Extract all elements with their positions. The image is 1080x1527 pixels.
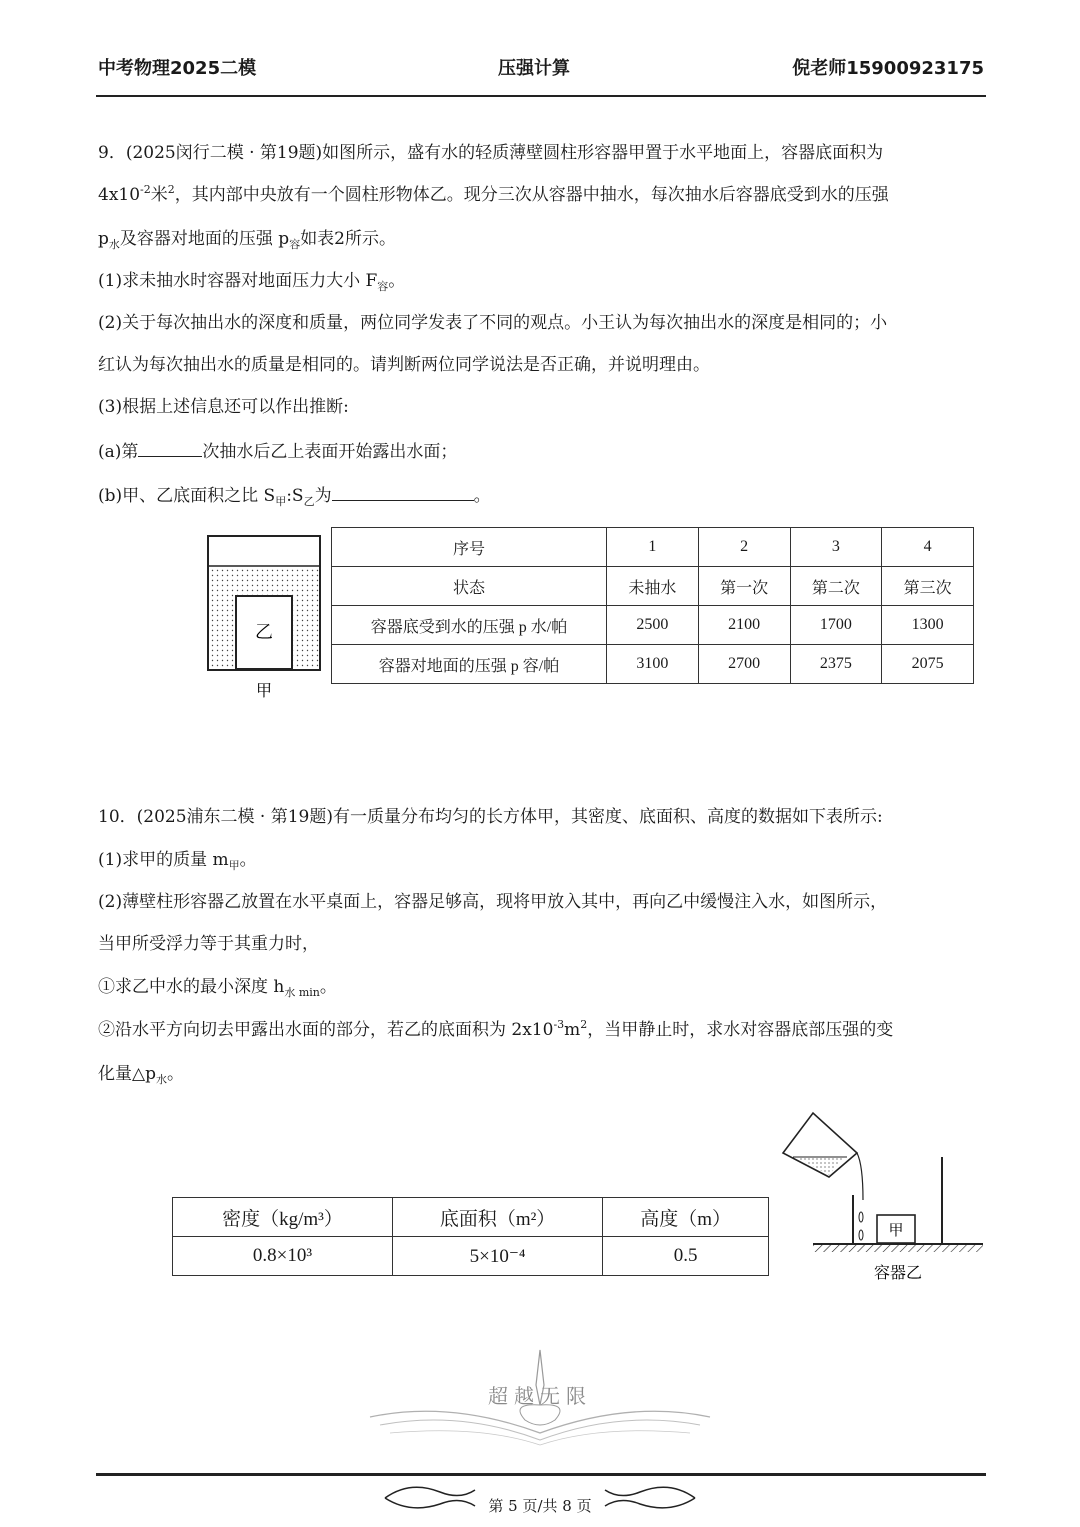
column-header: 底面积（m²）	[392, 1198, 602, 1237]
q10-subq-1: ①求乙中水的最小深度 $h_{水 min}$。	[98, 977, 337, 999]
footer-divider	[96, 1473, 986, 1476]
q10-subq-2-line-2: 化量$\triangle p_水$。	[98, 1064, 184, 1086]
table-cell: 2	[698, 528, 790, 567]
table-cell: 1300	[882, 606, 974, 645]
table-cell: 2375	[790, 645, 882, 684]
table-row	[332, 645, 974, 684]
table-cell: 0.8×10³	[173, 1237, 393, 1276]
table-cell: 2100	[698, 606, 790, 645]
header-divider	[96, 95, 986, 97]
table-row	[332, 606, 974, 645]
q9-part-3b: (b)甲、乙底面积之比 $S_甲:S_乙$为 。	[98, 486, 491, 508]
table-cell: 1700	[790, 606, 882, 645]
header-title: 压强计算	[498, 58, 570, 79]
q9-line-2: $4x10^{-2}$米$^2$，其内部中央放有一个圆柱形物体乙。现分三次从容器中抽水，每次抽水后容器底受到水的压强	[98, 183, 889, 205]
table-header-row	[173, 1198, 769, 1237]
table-row	[332, 567, 974, 606]
q10-subq-2-line-1: ②沿水平方向切去甲露出水面的部分，若乙的底面积为 $2x10^{-3}m^2$，当甲静止时，求水对容器底部压强的变	[98, 1018, 894, 1040]
table-cell: 第二次	[790, 567, 882, 606]
q9-part-1: (1)求未抽水时容器对地面压力大小 $F_容$。	[98, 271, 406, 293]
q10-data-table	[172, 1197, 769, 1276]
table-cell: 未抽水	[607, 567, 699, 606]
q9-data-table	[331, 527, 974, 684]
footer-logo-text: 超越无限	[488, 1384, 592, 1408]
table-cell: 3100	[607, 645, 699, 684]
q10-part-2-line-2: 当甲所受浮力等于其重力时，	[98, 934, 319, 954]
table-cell: 0.5	[603, 1237, 769, 1276]
q10-part-2-line-1: (2)薄壁柱形容器乙放置在水平桌面上，容器足够高，现将甲放入其中，再向乙中缓慢注入水，如图所示，	[98, 892, 888, 912]
q9-line-1: 9．(2025闵行二模 · 第19题)如图所示，盛有水的轻质薄壁圆柱形容器甲置于水平地面上，容器底面积为	[98, 143, 884, 163]
table-row	[332, 528, 974, 567]
column-header: 密度（kg/m³）	[173, 1198, 393, 1237]
table-cell: 1	[607, 528, 699, 567]
row-label: 状态	[332, 567, 607, 606]
object-yi-label: 乙	[255, 622, 273, 643]
q9-part-3: (3)根据上述信息还可以作出推断:	[98, 397, 349, 417]
answer-blank-b[interactable]	[332, 484, 474, 501]
q9-line-3: $p_水$及容器对地面的压强 $p_容$如表2所示。	[98, 229, 397, 251]
table-cell: 5×10⁻⁴	[392, 1237, 602, 1276]
table-cell: 2500	[607, 606, 699, 645]
q9-part-2-line-2: 红认为每次抽出水的质量是相同的。请判断两位同学说法是否正确，并说明理由。	[98, 355, 710, 375]
header-contact: 倪老师15900923175	[792, 58, 984, 79]
row-label: 容器底受到水的压强 p 水/帕	[332, 606, 607, 645]
container-jia-label: 甲	[255, 681, 273, 700]
header-left: 中考物理2025二模	[98, 58, 257, 79]
table-cell: 2700	[698, 645, 790, 684]
q9-part-2-line-1: (2)关于每次抽出水的深度和质量，两位同学发表了不同的观点。小王认为每次抽出水的深度是相同的；小	[98, 313, 888, 333]
table-cell: 第三次	[882, 567, 974, 606]
column-header: 高度（m）	[603, 1198, 769, 1237]
page-number: 第 5 页/共 8 页	[488, 1497, 592, 1515]
footer-logo-ornament	[360, 1345, 720, 1485]
row-label: 容器对地面的压强 p 容/帕	[332, 645, 607, 684]
q10-part-1: (1)求甲的质量 $m_甲$。	[98, 850, 257, 872]
q9-part-3a: (a)第 次抽水后乙上表面开始露出水面；	[98, 442, 458, 462]
q10-line-1: 10．(2025浦东二模 · 第19题)有一质量分布均匀的长方体甲，其密度、底面积、高度的数据如下表所示:	[98, 807, 883, 827]
q9-container-figure	[200, 528, 330, 708]
table-row	[173, 1237, 769, 1276]
container-yi-label: 容器乙	[873, 1263, 923, 1282]
table-cell: 4	[882, 528, 974, 567]
answer-blank-a[interactable]	[138, 440, 202, 457]
row-label: 序号	[332, 528, 607, 567]
q10-pouring-figure	[775, 1105, 990, 1290]
table-cell: 第一次	[698, 567, 790, 606]
table-cell: 3	[790, 528, 882, 567]
block-jia-label: 甲	[888, 1221, 904, 1239]
table-cell: 2075	[882, 645, 974, 684]
